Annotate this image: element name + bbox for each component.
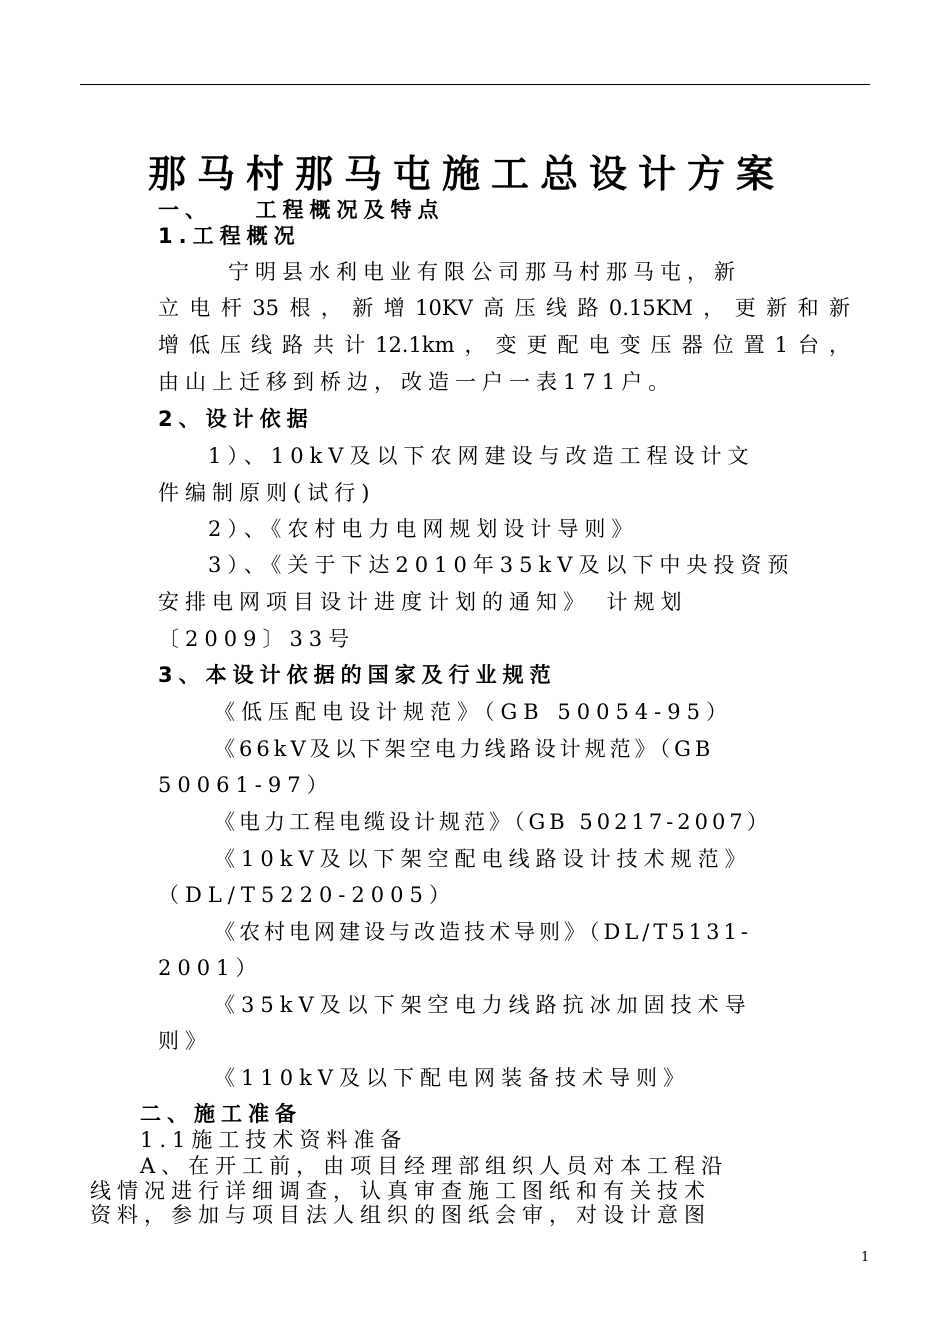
section2-heading: 二、施工准备 [140, 1102, 302, 1126]
header-rule [80, 84, 870, 85]
basis-line-1: 1）、10kV及以下农网建设与改造工程设计文 [208, 444, 755, 468]
standard-line-8: 2001） [158, 956, 263, 980]
overview-line-4: 由山上迁移到桥边，改造一户一表171户。 [158, 370, 676, 394]
document-title: 那马村那马屯施工总设计方案 [148, 152, 786, 196]
basis-line-3: 2）、《农村电力电网规划设计导则》 [208, 517, 639, 541]
subsection-overview-heading: 1.工程概况 [158, 224, 301, 248]
standard-line-5: 《10kV及以下架空配电线路设计技术规范》 [214, 847, 752, 871]
overview-line-1: 宁明县水利电业有限公司那马村那马屯，新 [228, 260, 741, 284]
subsection-tech-docs-heading: 1.1施工技术资料准备 [140, 1128, 408, 1152]
page-number: 1 [861, 1250, 870, 1265]
basis-line-6: 〔2009〕33号 [158, 627, 356, 651]
prep-line-3: 资料，参加与项目法人组织的图纸会审，对设计意图 [90, 1203, 711, 1227]
basis-line-2: 件编制原则(试行) [158, 481, 376, 505]
standard-line-3: 50061-97） [158, 773, 334, 797]
overview-line-3: 增低压线路共计12.1km，变更配电变压器位置1台， [158, 333, 850, 357]
standard-line-9: 《35kV及以下架空电力线路抗冰加固技术导 [214, 993, 752, 1017]
prep-line-1: A、在开工前，由项目经理部组织人员对本工程沿 [140, 1154, 729, 1178]
standard-line-10: 则》 [158, 1029, 212, 1053]
subsection-standards-heading: 3、本设计依据的国家及行业规范 [158, 663, 557, 687]
basis-line-5: 安排电网项目设计进度计划的通知》 计规划 [158, 590, 688, 614]
standard-line-2: 《66kV及以下架空电力线路设计规范》（GB [214, 737, 715, 761]
basis-line-4: 3）、《关于下达2010年35kV及以下中央投资预 [208, 553, 795, 577]
standard-line-1: 《低压配电设计规范》（GB 50054-95） [214, 700, 734, 724]
standard-line-4: 《电力工程电缆设计规范》（GB 50217-2007） [214, 810, 772, 834]
standard-line-11: 《110kV及以下配电网装备技术导则》 [214, 1066, 690, 1090]
subsection-basis-heading: 2、设计依据 [158, 407, 314, 431]
overview-line-2: 立电杆35根，新增10KV高压线路0.15KM，更新和新 [158, 296, 850, 320]
prep-line-2: 线情况进行详细调查，认真审查施工图纸和有关技术 [90, 1179, 711, 1203]
section1-heading: 一、 工程概况及特点 [158, 198, 445, 222]
standard-line-6: （DL/T5220-2005） [158, 883, 456, 907]
standard-line-7: 《农村电网建设与改造技术导则》（DL/T5131- [214, 920, 752, 944]
